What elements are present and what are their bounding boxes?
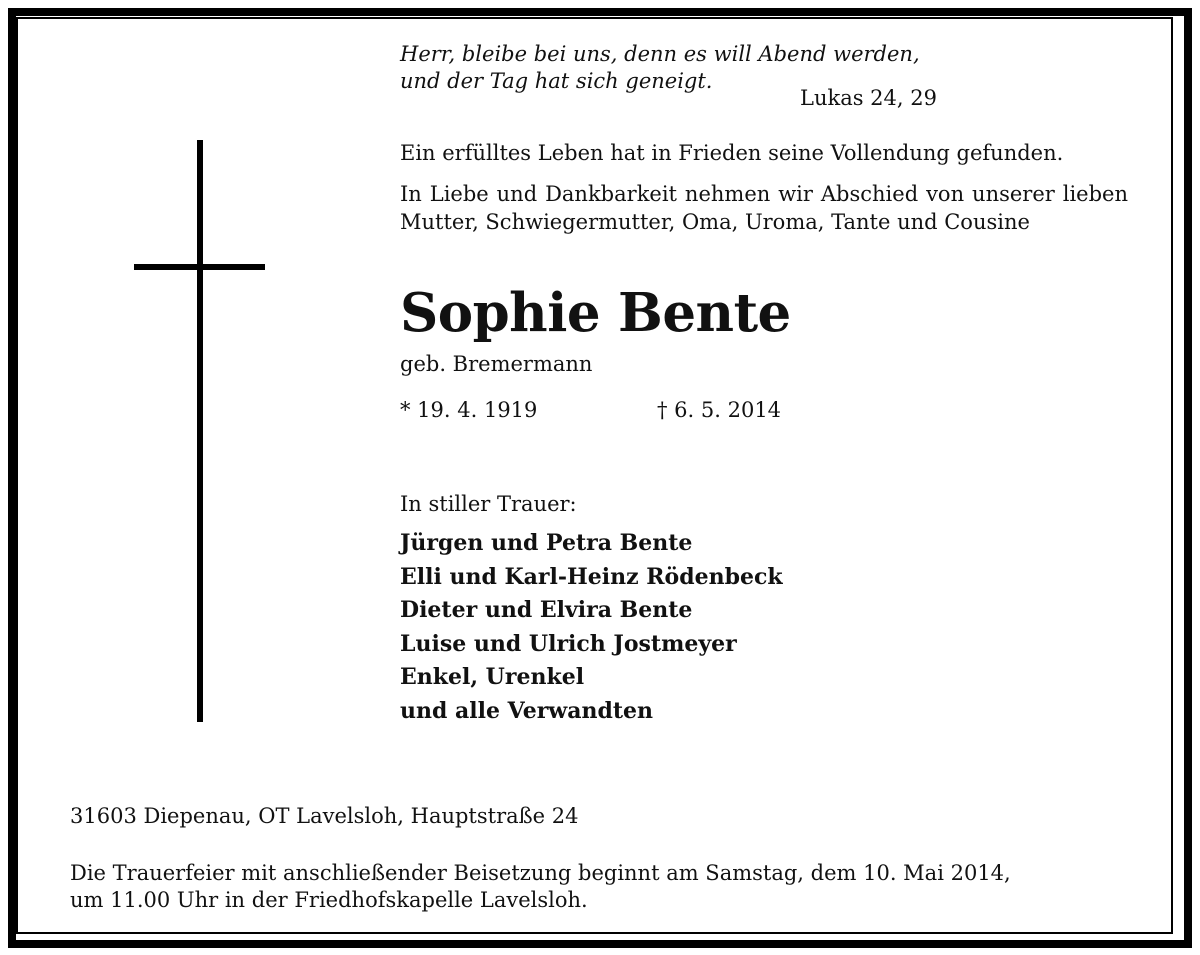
mourner-name: Enkel, Urenkel bbox=[400, 664, 585, 690]
farewell-text: In Liebe und Dankbarkeit nehmen wir Abschied von unserer lieben Mutter, Schwiegermutter, Oma, Uroma, Tante und Cousine bbox=[400, 182, 1128, 234]
mourner-name: Dieter und Elvira Bente bbox=[400, 597, 693, 623]
funeral-line-2: um 11.00 Uhr in der Friedhofskapelle Lavelsloh. bbox=[70, 888, 588, 912]
mourner-name: und alle Verwandten bbox=[400, 697, 654, 724]
funeral-line-1: Die Trauerfeier mit anschließender Beisetzung beginnt am Samstag, dem 10. Mai 2014, bbox=[70, 861, 1011, 885]
mourner-name: Jürgen und Petra Bente bbox=[400, 530, 693, 556]
cross-vertical-beam bbox=[197, 140, 203, 722]
birth-date: * 19. 4. 1919 bbox=[400, 398, 538, 422]
mourner-name: Luise und Ulrich Jostmeyer bbox=[400, 630, 737, 657]
maiden-name: geb. Bremermann bbox=[400, 352, 593, 376]
family-address: 31603 Diepenau, OT Lavelsloh, Hauptstraße 24 bbox=[70, 804, 579, 828]
mourning-heading: In stiller Trauer: bbox=[400, 492, 577, 516]
mourner-name: Elli und Karl-Heinz Rödenbeck bbox=[400, 563, 783, 590]
verse-line-1: Herr, bleibe bei uns, denn es will Abend werden, bbox=[400, 42, 920, 66]
mourners-list bbox=[400, 527, 783, 728]
death-date: † 6. 5. 2014 bbox=[657, 398, 782, 422]
deceased-name: Sophie Bente bbox=[400, 282, 791, 344]
cross-horizontal-beam bbox=[134, 264, 265, 270]
verse-line-2: und der Tag hat sich geneigt. bbox=[400, 69, 713, 93]
intro-text: Ein erfülltes Leben hat in Frieden seine Vollendung gefunden. bbox=[400, 141, 1064, 165]
verse-reference: Lukas 24, 29 bbox=[800, 86, 937, 110]
